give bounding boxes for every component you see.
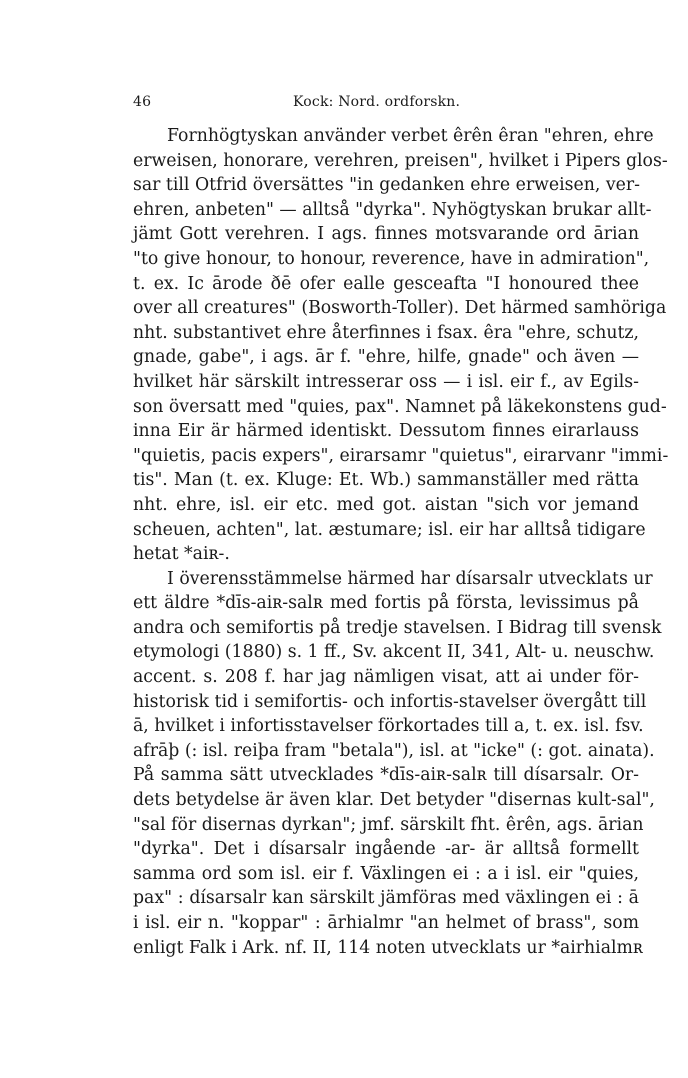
text-line: sar till Otfrid översättes "in gedanken ehre erweisen, ver- bbox=[133, 175, 640, 196]
text-line: over all creatures" (Bosworth-Toller). Det härmed samhöriga bbox=[133, 298, 667, 319]
text-line: hetat *aiʀ-. bbox=[133, 544, 230, 565]
text-line: historisk tid i semifortis- och infortis-stavelser övergått till bbox=[133, 691, 647, 712]
text-line: ā, hvilket i infortisstavelser förkortades till a, t. ex. isl. fsv. bbox=[133, 716, 644, 737]
text-line: i isl. eir n. "koppar" : ārhialmr "an helmet of brass", som bbox=[133, 913, 639, 933]
body-text bbox=[133, 124, 669, 960]
paragraph-2 bbox=[133, 567, 662, 961]
text-line: accent. s. 208 f. har jag nämligen visat, att ai under för- bbox=[133, 667, 639, 688]
paragraph-1 bbox=[133, 124, 669, 567]
text-line: "to give honour, to honour, reverence, have in admiration", bbox=[133, 248, 650, 269]
page-number: 46 bbox=[133, 94, 152, 110]
text-line: afrāþ (: isl. reiþa fram "betala"), isl. at "icke" (: got. ainata). bbox=[133, 740, 655, 761]
text-line: tis". Man (t. ex. Kluge: Et. Wb.) sammanställer med rätta bbox=[133, 470, 639, 491]
text-line: "dyrka". Det i dísarsalr ingående -ar- är alltså formellt bbox=[133, 839, 639, 860]
text-line: enligt Falk i Ark. nf. II, 114 noten utvecklats ur *airhialmʀ bbox=[133, 937, 643, 958]
text-line: samma ord som isl. eir f. Växlingen ei : a i isl. eir "quies, bbox=[133, 863, 639, 884]
text-line: erweisen, honorare, verehren, preisen", hvilket i Pipers glos- bbox=[133, 150, 668, 171]
text-line: etymologi (1880) s. 1 ff., Sv. akcent II, 341, Alt- u. neuschw. bbox=[133, 642, 655, 663]
text-line: hvilket här särskilt intresserar oss — i isl. eir f., av Egils- bbox=[133, 371, 639, 392]
text-line: ett äldre *dīs-aiʀ-salʀ med fortis på första, levissimus på bbox=[133, 593, 639, 614]
text-line: I överensstämmelse härmed har dísarsalr utvecklats ur bbox=[167, 568, 653, 589]
text-line: pax" : dísarsalr kan särskilt jämföras med växlingen ei : ā bbox=[133, 888, 639, 909]
text-line: andra och semifortis på tredje stavelsen. I Bidrag till svensk bbox=[133, 617, 662, 638]
text-line: "quietis, pacis expers", eirarsamr "quietus", eirarvanr "immi- bbox=[133, 445, 669, 466]
text-line: scheuen, achten", lat. æstumare; isl. eir har alltså tidigare bbox=[133, 519, 646, 540]
running-head bbox=[133, 94, 639, 116]
text-line: son översatt med "quies, pax". Namnet på läkekonstens gud- bbox=[133, 396, 667, 417]
running-title: Kock: Nord. ordforskn. bbox=[293, 94, 461, 110]
text-line: ehren, anbeten" — alltså "dyrka". Nyhögtyskan brukar allt- bbox=[133, 199, 652, 220]
text-line: "sal för disernas dyrkan"; jmf. särskilt fht. êrên, ags. ārian bbox=[133, 814, 644, 835]
text-line: gnade, gabe", i ags. ār f. "ehre, hilfe, gnade" och även — bbox=[133, 347, 639, 368]
page bbox=[133, 94, 669, 960]
text-line: nht. substantivet ehre återfinnes i fsax. êra "ehre, schutz, bbox=[133, 322, 639, 343]
text-line: dets betydelse är även klar. Det betyder "disernas kult-sal", bbox=[133, 790, 655, 811]
text-line: inna Eir är härmed identiskt. Dessutom finnes eirarlauss bbox=[133, 421, 639, 442]
text-line: t. ex. Ic ārode ðē ofer ealle gesceafta "I honoured thee bbox=[133, 273, 639, 294]
text-line: nht. ehre, isl. eir etc. med got. aistan "sich vor jemand bbox=[133, 494, 639, 515]
text-line: Fornhögtyskan använder verbet êrên êran "ehren, ehre bbox=[167, 126, 654, 146]
text-line: På samma sätt utvecklades *dīs-aiʀ-salʀ till dísarsalr. Or- bbox=[133, 765, 639, 786]
text-line: jämt Gott verehren. I ags. finnes motsvarande ord ārian bbox=[133, 224, 639, 245]
